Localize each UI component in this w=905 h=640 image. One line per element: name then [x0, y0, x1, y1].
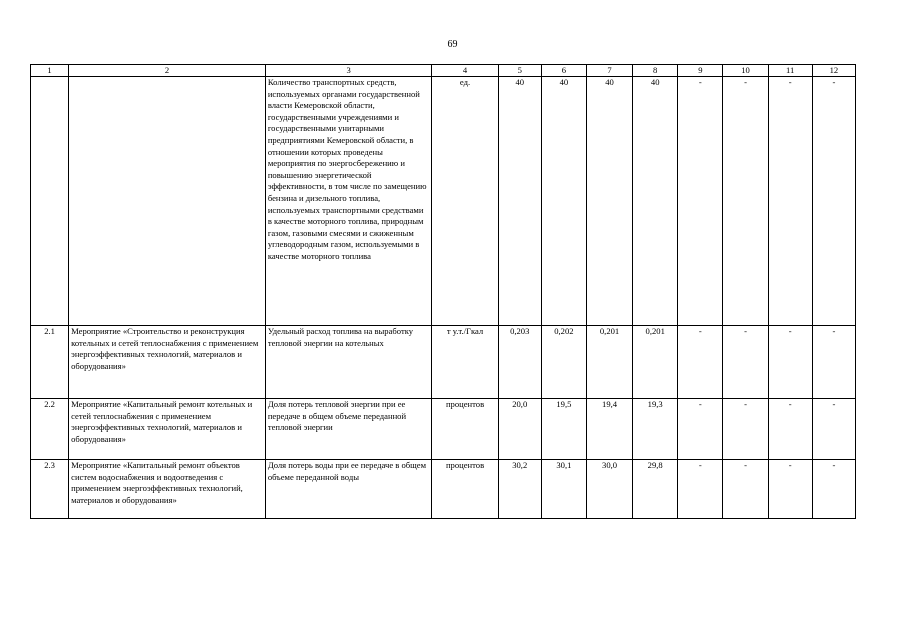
event-name: Мероприятие «Строительство и реконструкция котельных и сетей теплоснабжения с применением энергоэффективных технологий, материалов и оборудования»	[69, 326, 266, 399]
value-cell: 0,201	[586, 326, 632, 399]
value-cell: 40	[541, 77, 586, 326]
value-cell: 30,2	[498, 460, 541, 519]
page-number: 69	[447, 39, 458, 50]
indicators-table	[30, 64, 856, 519]
value-cell: -	[678, 326, 723, 399]
table-row	[31, 460, 856, 519]
value-cell: 0,202	[541, 326, 586, 399]
header-cell: 10	[723, 65, 768, 77]
indicator-name: Количество транспортных средств, используемых органами государственной власти Кемеровской области, государственными учреждениями и государственными унитарными предприятиями Кемеровской области, в отношении которых проведены мероприятия по энергосбережению и повышению энергетической эффективности, в том числе по замещению бензина и дизельного топлива, используемых транспортными средствами в качестве моторного топлива, природным газом, газовыми смесями и сжиженным углеводородным газом, используемыми в качестве моторного топлива	[265, 77, 432, 326]
header-cell: 12	[812, 65, 855, 77]
value-cell: -	[768, 326, 812, 399]
header-cell: 3	[265, 65, 432, 77]
header-cell: 9	[678, 65, 723, 77]
value-cell: 19,4	[586, 399, 632, 460]
value-cell: 29,8	[633, 460, 678, 519]
unit: процентов	[432, 460, 498, 519]
header-cell: 6	[541, 65, 586, 77]
header-cell: 7	[586, 65, 632, 77]
value-cell: 40	[498, 77, 541, 326]
event-name: Мероприятие «Капитальный ремонт котельных и сетей теплоснабжения с применением энергоэффективных технологий, материалов и оборудования»	[69, 399, 266, 460]
value-cell: -	[812, 399, 855, 460]
unit: т у.т./Гкал	[432, 326, 498, 399]
row-number: 2.3	[31, 460, 69, 519]
header-cell: 11	[768, 65, 812, 77]
value-cell: -	[723, 399, 768, 460]
table-row	[31, 326, 856, 399]
row-number: 2.2	[31, 399, 69, 460]
value-cell: -	[678, 77, 723, 326]
value-cell: -	[768, 460, 812, 519]
indicator-name: Доля потерь тепловой энергии при ее передаче в общем объеме переданной тепловой энергии	[265, 399, 432, 460]
value-cell: 19,5	[541, 399, 586, 460]
row-number	[31, 77, 69, 326]
value-cell: 40	[633, 77, 678, 326]
value-cell: -	[723, 460, 768, 519]
header-cell: 8	[633, 65, 678, 77]
value-cell: 0,203	[498, 326, 541, 399]
value-cell: -	[723, 77, 768, 326]
value-cell: -	[812, 326, 855, 399]
value-cell: 20,0	[498, 399, 541, 460]
table-row	[31, 77, 856, 326]
value-cell: 19,3	[633, 399, 678, 460]
header-cell: 4	[432, 65, 498, 77]
value-cell: -	[812, 460, 855, 519]
value-cell: 0,201	[633, 326, 678, 399]
value-cell: -	[812, 77, 855, 326]
event-name: Мероприятие «Капитальный ремонт объектов систем водоснабжения и водоотведения с применением энергоэффективных технологий, материалов и оборудования»	[69, 460, 266, 519]
value-cell: -	[678, 399, 723, 460]
row-number: 2.1	[31, 326, 69, 399]
value-cell: 30,1	[541, 460, 586, 519]
header-row	[31, 65, 856, 77]
value-cell: -	[678, 460, 723, 519]
header-cell: 1	[31, 65, 69, 77]
indicator-name: Доля потерь воды при ее передаче в общем объеме переданной воды	[265, 460, 432, 519]
header-cell: 2	[69, 65, 266, 77]
header-cell: 5	[498, 65, 541, 77]
value-cell: -	[768, 77, 812, 326]
value-cell: -	[768, 399, 812, 460]
unit: процентов	[432, 399, 498, 460]
indicator-name: Удельный расход топлива на выработку тепловой энергии на котельных	[265, 326, 432, 399]
value-cell: 30,0	[586, 460, 632, 519]
value-cell: 40	[586, 77, 632, 326]
table-row	[31, 399, 856, 460]
unit: ед.	[432, 77, 498, 326]
value-cell: -	[723, 326, 768, 399]
event-name	[69, 77, 266, 326]
